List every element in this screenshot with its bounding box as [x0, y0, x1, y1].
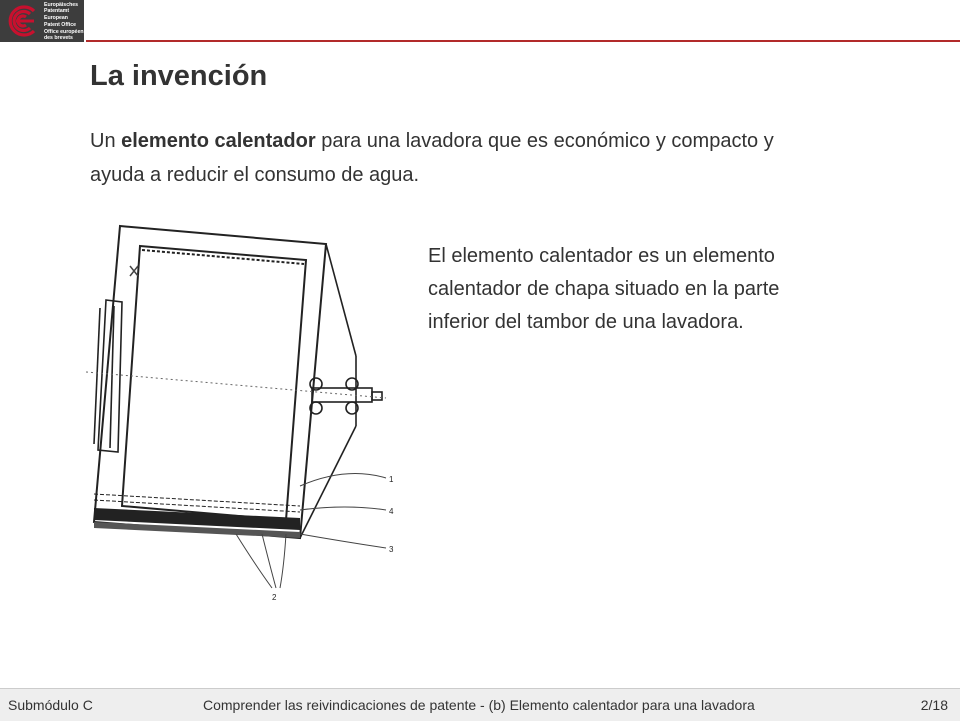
- figure-label-2: 2: [272, 593, 277, 602]
- epo-logo: [0, 0, 84, 42]
- description-paragraph: El elemento calentador es un elemento calentador de chapa situado en la parte inferior del tambor de una lavadora.: [428, 245, 780, 333]
- figure-label-1: 1: [389, 475, 394, 484]
- epo-emblem-icon: [4, 3, 38, 39]
- washing-machine-drum-diagram: [86, 216, 416, 608]
- footer-module: Submódulo C: [8, 697, 93, 713]
- figure-label-4: 4: [389, 507, 394, 516]
- intro-paragraph: Un elemento calentador para una lavadora que es económico y compacto y ayuda a reducir el consumo de agua.: [90, 130, 774, 186]
- page-number: 2/18: [920, 697, 948, 713]
- slide-footer: [0, 688, 960, 721]
- header-rule: [86, 40, 960, 42]
- footer-course-title: Comprender las reivindicaciones de patente - (b) Elemento calentador para una lavadora: [203, 697, 755, 713]
- intro-emphasis: elemento calentador: [121, 130, 316, 152]
- figure-label-3: 3: [389, 545, 394, 554]
- epo-wordmark: Europäisches Patentamt European Patent Office Office européen des brevets: [44, 2, 84, 42]
- slide-title: La invención: [90, 60, 268, 92]
